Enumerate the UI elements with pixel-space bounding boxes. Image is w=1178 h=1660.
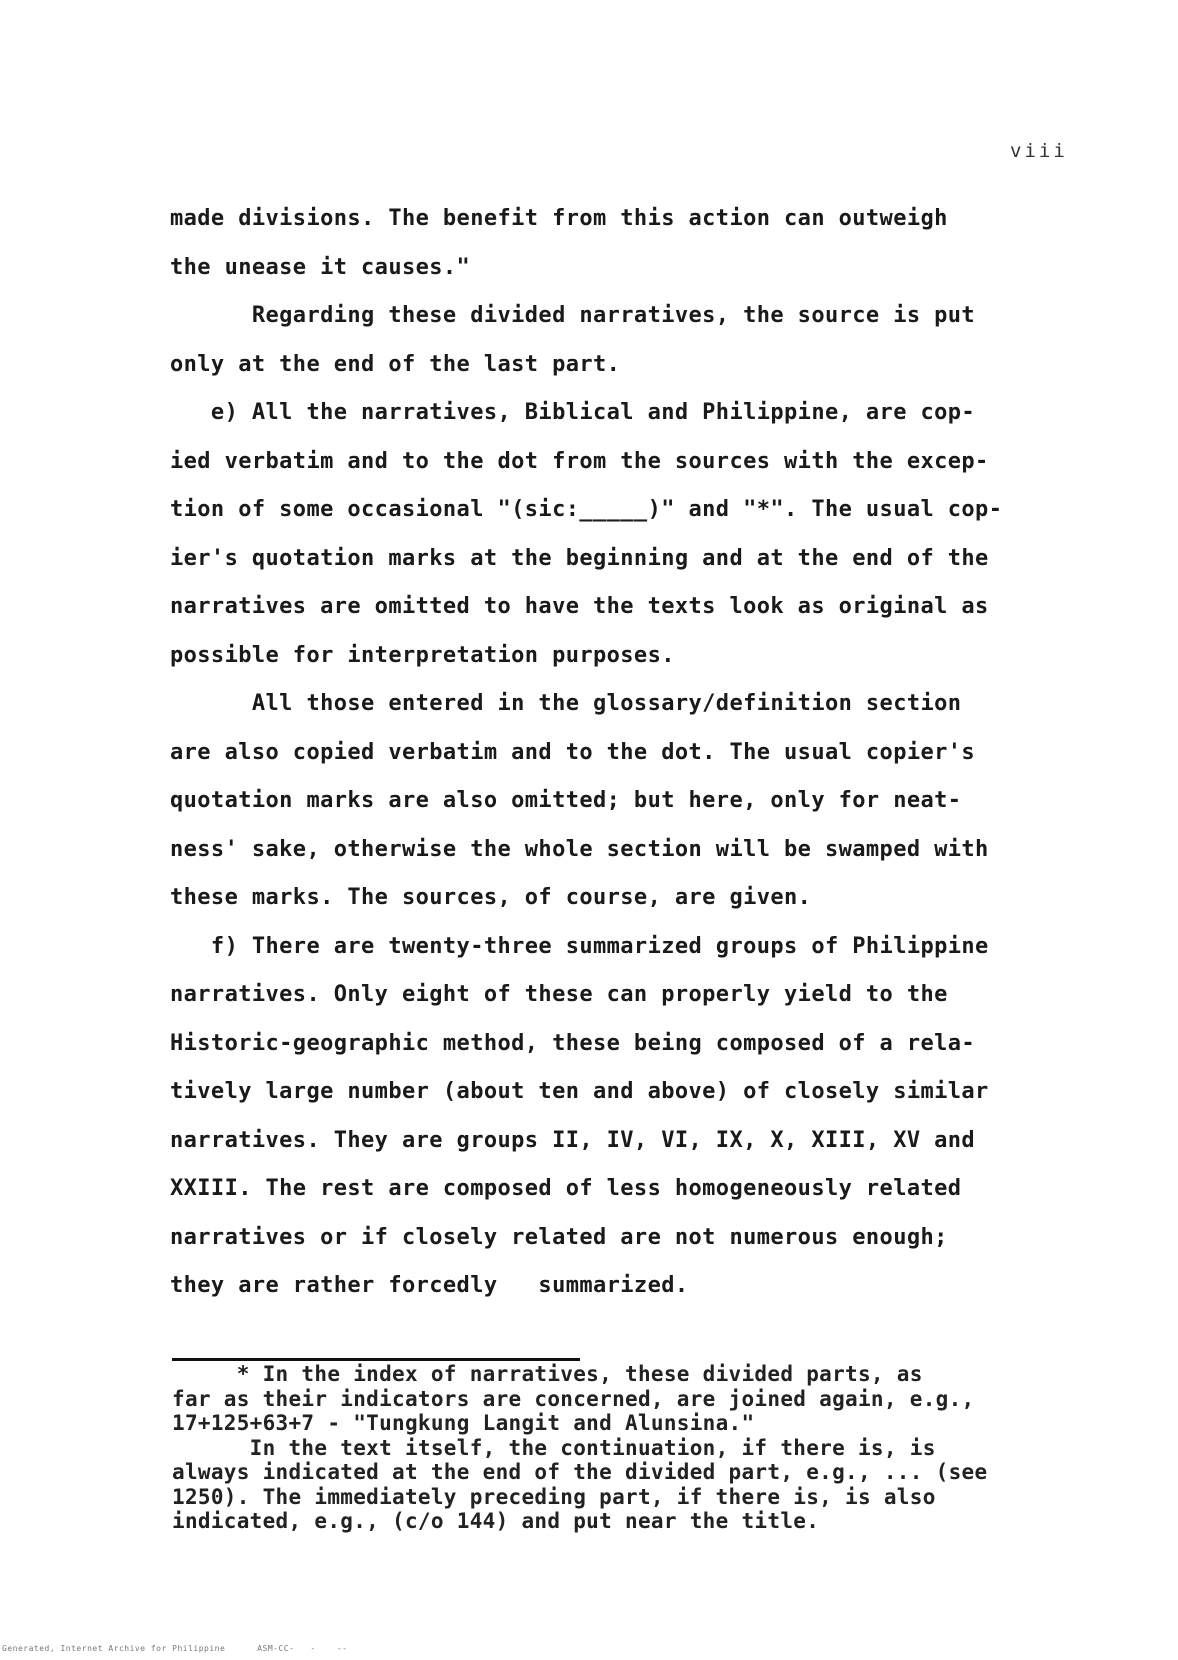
body-line: narratives or if closely related are not numerous enough;: [170, 1224, 948, 1250]
body-line: All those entered in the glossary/definition section: [170, 691, 962, 716]
body-line: tion of some occasional "(sic:_____)" and "*". The usual cop-: [170, 497, 1003, 522]
body-line: they are rather forcedly summarized.: [170, 1273, 689, 1298]
footnote-line: indicated, e.g., (c/o 144) and put near the title.: [172, 1509, 820, 1533]
body-line: ness' sake, otherwise the whole section will be swamped with: [170, 836, 989, 862]
body-line: the unease it causes.": [170, 254, 471, 280]
body-line: Historic-geographic method, these being composed of a rela-: [170, 1030, 976, 1056]
body-line: ier's quotation marks at the beginning and at the end of the: [170, 545, 989, 571]
body-line: XXIII. The rest are composed of less homogeneously related: [170, 1176, 962, 1201]
body-line: tively large number (about ten and above) of closely similar: [170, 1079, 989, 1104]
body-line: narratives are omitted to have the texts look as original as: [170, 594, 989, 619]
footnote-line: * In the index of narratives, these divided parts, as: [172, 1362, 923, 1386]
footnote-line: far as their indicators are concerned, are joined again, e.g.,: [172, 1386, 975, 1411]
body-line: these marks. The sources, of course, are given.: [170, 885, 812, 910]
footnote-line: 1250). The immediately preceding part, if there is, is also: [172, 1484, 936, 1509]
footnote-line: 17+125+63+7 - "Tungkung Langit and Alunsina.": [172, 1411, 755, 1435]
body-line: only at the end of the last part.: [170, 351, 621, 377]
body-line: are also copied verbatim and to the dot. The usual copier's: [170, 739, 976, 765]
body-line: Regarding these divided narratives, the source is put: [170, 303, 976, 328]
body-line: possible for interpretation purposes.: [170, 642, 675, 668]
body-line: narratives. They are groups II, IV, VI, IX, X, XIII, XV and: [170, 1127, 976, 1153]
body-line: f) There are twenty-three summarized groups of Philippine: [170, 933, 989, 959]
body-line: quotation marks are also omitted; but here, only for neat-: [170, 788, 962, 813]
footnote-divider: [172, 1358, 580, 1361]
body-text: [170, 195, 1070, 1311]
footnotes: [172, 1362, 1132, 1534]
scan-footer-text: Generated, Internet Archive for Philippine ASM-CC- - --: [2, 1644, 348, 1653]
body-line: ied verbatim and to the dot from the sources with the excep-: [170, 448, 989, 474]
footnote-line: In the text itself, the continuation, if there is, is: [172, 1435, 936, 1460]
footnote-line: always indicated at the end of the divided part, e.g., ... (see: [172, 1460, 988, 1484]
body-line: e) All the narratives, Biblical and Philippine, are cop-: [170, 400, 976, 425]
page-number: viii: [1010, 140, 1068, 162]
body-line: narratives. Only eight of these can properly yield to the: [170, 982, 948, 1007]
body-line: made divisions. The benefit from this action can outweigh: [170, 206, 948, 231]
